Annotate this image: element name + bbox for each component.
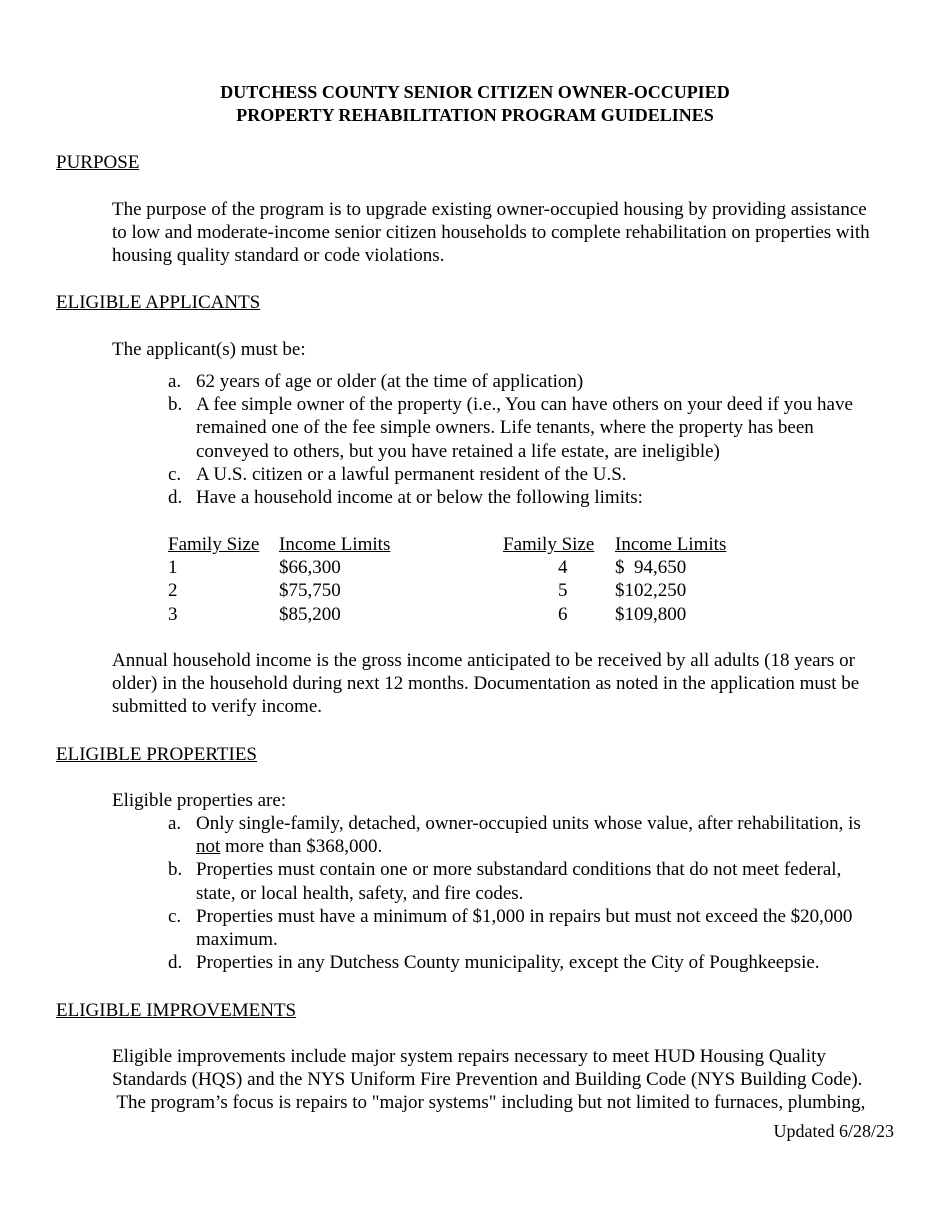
family-size-cell: 4 [558,557,568,579]
purpose-line: housing quality standard or code violations. [112,245,445,267]
list-item [168,858,908,904]
list-item-text: 62 years of age or older (at the time of application) [196,371,584,392]
list-item [168,486,908,509]
updated-date: Updated 6/28/23 [773,1121,894,1141]
list-item-text: A fee simple owner of the property (i.e., You can have others on your deed if you have [196,394,853,416]
improvements-paragraph [112,1045,902,1115]
list-marker: d. [168,952,183,974]
list-item-text: state, or local health, safety, and fire codes. [196,882,524,904]
table-row [503,579,726,602]
title-line-1: DUTCHESS COUNTY SENIOR CITIZEN OWNER-OCCUPIED [220,82,730,102]
family-size-cell: 1 [168,557,178,579]
income-limit-cell: $66,300 [279,557,341,579]
applicants-intro: The applicant(s) must be: [112,339,306,360]
eligible-applicants-heading: ELIGIBLE APPLICANTS [56,292,261,313]
document-title [0,81,950,127]
list-marker: c. [168,463,182,485]
income-table-left [168,533,390,626]
list-item-text: maximum. [196,929,278,951]
list-item [168,370,908,393]
family-size-cell: 5 [558,580,568,602]
improvements-line: The program’s focus is repairs to "major systems" including but not limited to furnaces, plumbing, [112,1092,866,1114]
table-row [168,603,390,626]
income-note-line: Annual household income is the gross income anticipated to be received by all adults (18 years or [112,650,855,671]
income-limit-cell: $109,800 [615,603,687,625]
income-note-line: older) in the household during next 12 months. Documentation as noted in the application must be [112,673,860,695]
purpose-line: to low and moderate-income senior citizen households to complete rehabilitation on properties with [112,222,870,244]
list-item-text: not more than $368,000. [196,836,383,858]
emphasis-not: not [196,836,221,858]
family-size-cell: 2 [168,580,178,602]
list-item-text: remained one of the fee simple owners. Life tenants, where the property has been [196,417,814,439]
income-table-right [503,533,726,626]
table-row [503,556,726,579]
income-limit-cell: $75,750 [279,580,341,602]
list-marker: b. [168,859,183,881]
family-size-header: Family Size [503,534,595,555]
list-item-text: Properties must contain one or more substandard conditions that do not meet federal, [196,859,842,881]
list-item [168,905,908,951]
table-row [168,556,390,579]
list-marker: d. [168,487,183,509]
list-item: a. Only single-family, detached, owner-occupied units whose value, after rehabilitation, is not more than $368,000. [168,812,908,858]
list-item-text: A U.S. citizen or a lawful permanent resident of the U.S. [196,463,627,485]
list-item [168,463,908,486]
income-limits-header: Income Limits [279,534,391,555]
applicants-list [168,370,908,509]
list-marker: b. [168,394,183,416]
family-size-cell: 6 [558,603,568,625]
list-item-text: Properties in any Dutchess County municipality, except the City of Poughkeepsie. [196,952,820,974]
list-marker: a. [168,371,182,392]
income-limit-cell: $85,200 [279,603,341,625]
list-item [168,951,908,974]
improvements-line: Standards (HQS) and the NYS Uniform Fire Prevention and Building Code (NYS Building Code). [112,1069,863,1091]
list-item-text: Only single-family, detached, owner-occupied units whose value, after rehabilitation, is [196,813,861,834]
list-item [168,393,908,463]
eligible-properties-heading: ELIGIBLE PROPERTIES [56,744,257,765]
list-item-text: Have a household income at or below the following limits: [196,487,643,509]
list-item-text: Properties must have a minimum of $1,000 in repairs but must not exceed the $20,000 [196,905,853,927]
income-limit-cell: $102,250 [615,580,687,602]
income-note-line: submitted to verify income. [112,696,323,718]
list-marker: c. [168,905,182,927]
family-size-header: Family Size [168,534,260,555]
title-line-2: PROPERTY REHABILITATION PROGRAM GUIDELINES [236,105,714,125]
table-row [168,579,390,602]
purpose-heading: PURPOSE [56,152,140,173]
improvements-line: Eligible improvements include major system repairs necessary to meet HUD Housing Quality [112,1046,826,1067]
eligible-improvements-heading: ELIGIBLE IMPROVEMENTS [56,1000,297,1021]
income-note-paragraph [112,649,902,719]
family-size-cell: 3 [168,603,178,625]
purpose-line: The purpose of the program is to upgrade existing owner-occupied housing by providing assistance [112,199,867,220]
properties-list [168,812,908,974]
income-limits-header: Income Limits [615,534,727,555]
properties-intro: Eligible properties are: [112,790,287,811]
purpose-paragraph [112,198,902,268]
list-item-text: conveyed to others, but you have retained a life estate, are ineligible) [196,440,720,462]
income-limit-cell: $ 94,650 [615,557,687,579]
table-row [503,603,726,626]
